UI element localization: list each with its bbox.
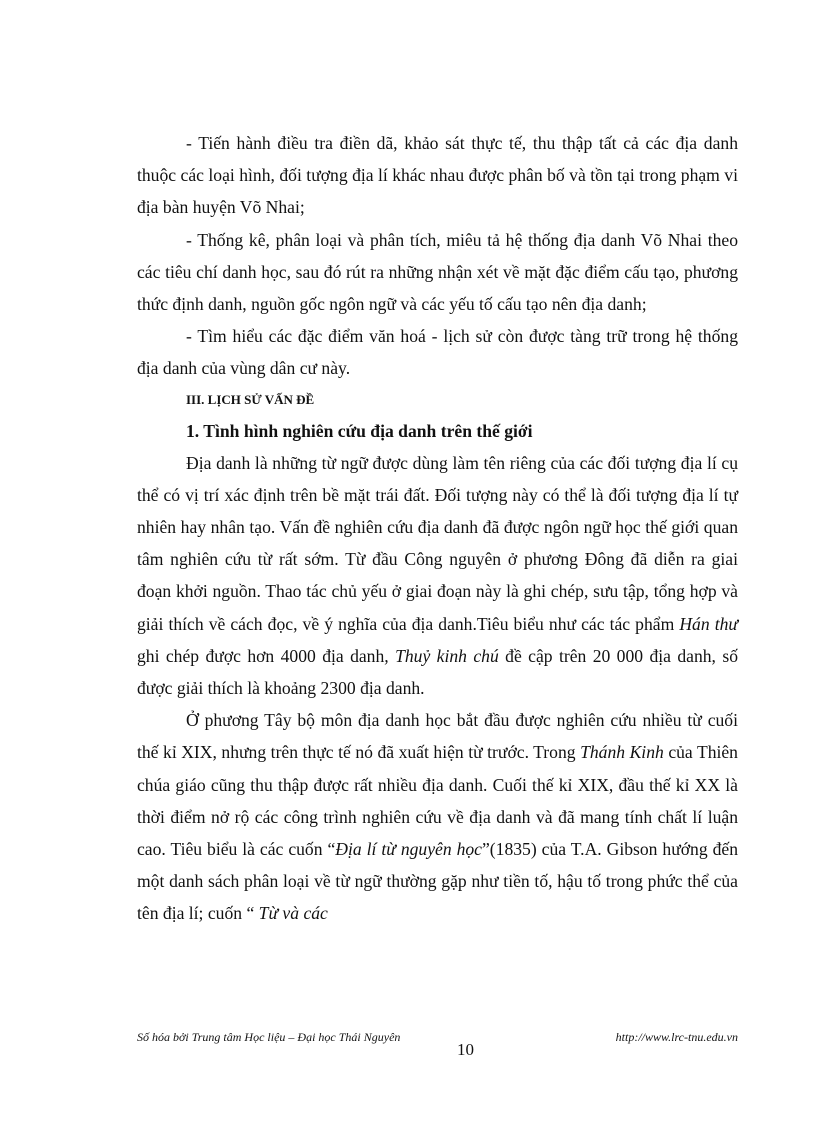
page-number: 10 (457, 1040, 474, 1059)
paragraph-western-toponymy (137, 704, 738, 929)
page-body (137, 127, 738, 930)
text-run: của Thiên chúa giáo cũng thu thập được rất nhiều địa danh. Cuối thế kỉ XIX, đầu thế kỉ XX là thời điểm nở rộ các công trình nghiên cứu về địa danh và đã mang tính chất lí luận cao. Tiêu biểu là các cuốn “ (137, 742, 738, 860)
title-thuy-kinh-chu: , Thuỷ kinh chú (384, 645, 499, 666)
paragraph-culture: - Tìm hiểu các đặc điểm văn hoá - lịch sử còn được tàng trữ trong hệ thống địa danh của vùng dân cư này. (137, 326, 738, 379)
subsection-heading: 1. Tình hình nghiên cứu địa danh trên thế giới (186, 420, 533, 441)
text-run: Địa danh là những từ ngữ được dùng làm tên riêng của các đối tượng địa lí cụ thể có vị trí xác định trên bề mặt trái đất. Đối tượng này có thể là đối tượng địa lí tự nhiên hay nhân tạo. Vấn đề nghiên cứu địa danh đã được ngôn ngữ học thế giới quan tâm nghiên cứu từ rất sớm. Từ đầu Công nguyên ở phương Đông đã diễn ra giai đoạn khởi nguồn. Thao tác chủ yếu ở giai đoạn này là ghi chép, sưu tập, tổng hợp và giải thích về cách đọc, về ý nghĩa của địa danh.Tiêu biểu như các tác phẩm (137, 452, 738, 634)
text-run: đề cập trên 20 000 địa danh, số được giải thích là khoảng 2300 địa danh. (137, 645, 738, 699)
text-run: ”(1835) của T.A. Gibson hướng đến một danh sách phân loại về từ ngữ thường gặp như tiền tố, hậu tố trong phức thể của tên địa lí; cuốn “ (137, 839, 739, 924)
title-tu-va-cac: Từ và các (258, 903, 328, 924)
paragraph-eastern-toponymy (137, 447, 738, 705)
title-dia-li-tu-nguyen-hoc: Địa lí từ nguyên học (335, 839, 482, 860)
page-footer (137, 1030, 738, 1070)
paragraph-survey: - Tiến hành điều tra điền dã, khảo sát thực tế, thu thập tất cả các địa danh thuộc các loại hình, đối tượng địa lí khác nhau được phân bố và tồn tại trong phạm vi địa bàn huyện Võ Nhai; (137, 133, 738, 218)
footer-url-link[interactable]: http://www.lrc-tnu.edu.vn (615, 1030, 738, 1044)
text-run: Ở phương Tây bộ môn địa danh học bắt đầu được nghiên cứu nhiều từ cuối thế kỉ XIX, nhưng trên thực tế nó đã xuất hiện từ trước. Trong (137, 710, 738, 763)
text-run: ghi chép được hơn 4000 địa danh (137, 645, 385, 666)
title-thanh-kinh: Thánh Kinh (580, 742, 664, 763)
section-heading: III. LỊCH SỬ VẤN ĐỀ (186, 391, 315, 407)
title-han-thu: Hán thư (679, 613, 738, 634)
footer-source-text: Số hóa bởi Trung tâm Học liệu – Đại học Thái Nguyên (137, 1030, 401, 1044)
paragraph-statistics: - Thống kê, phân loại và phân tích, miêu tả hệ thống địa danh Võ Nhai theo các tiêu chí danh học, sau đó rút ra những nhận xét về mặt đặc điểm cấu tạo, phương thức định danh, nguồn gốc ngôn ngữ và các yếu tố cấu tạo nên địa danh; (137, 229, 738, 315)
